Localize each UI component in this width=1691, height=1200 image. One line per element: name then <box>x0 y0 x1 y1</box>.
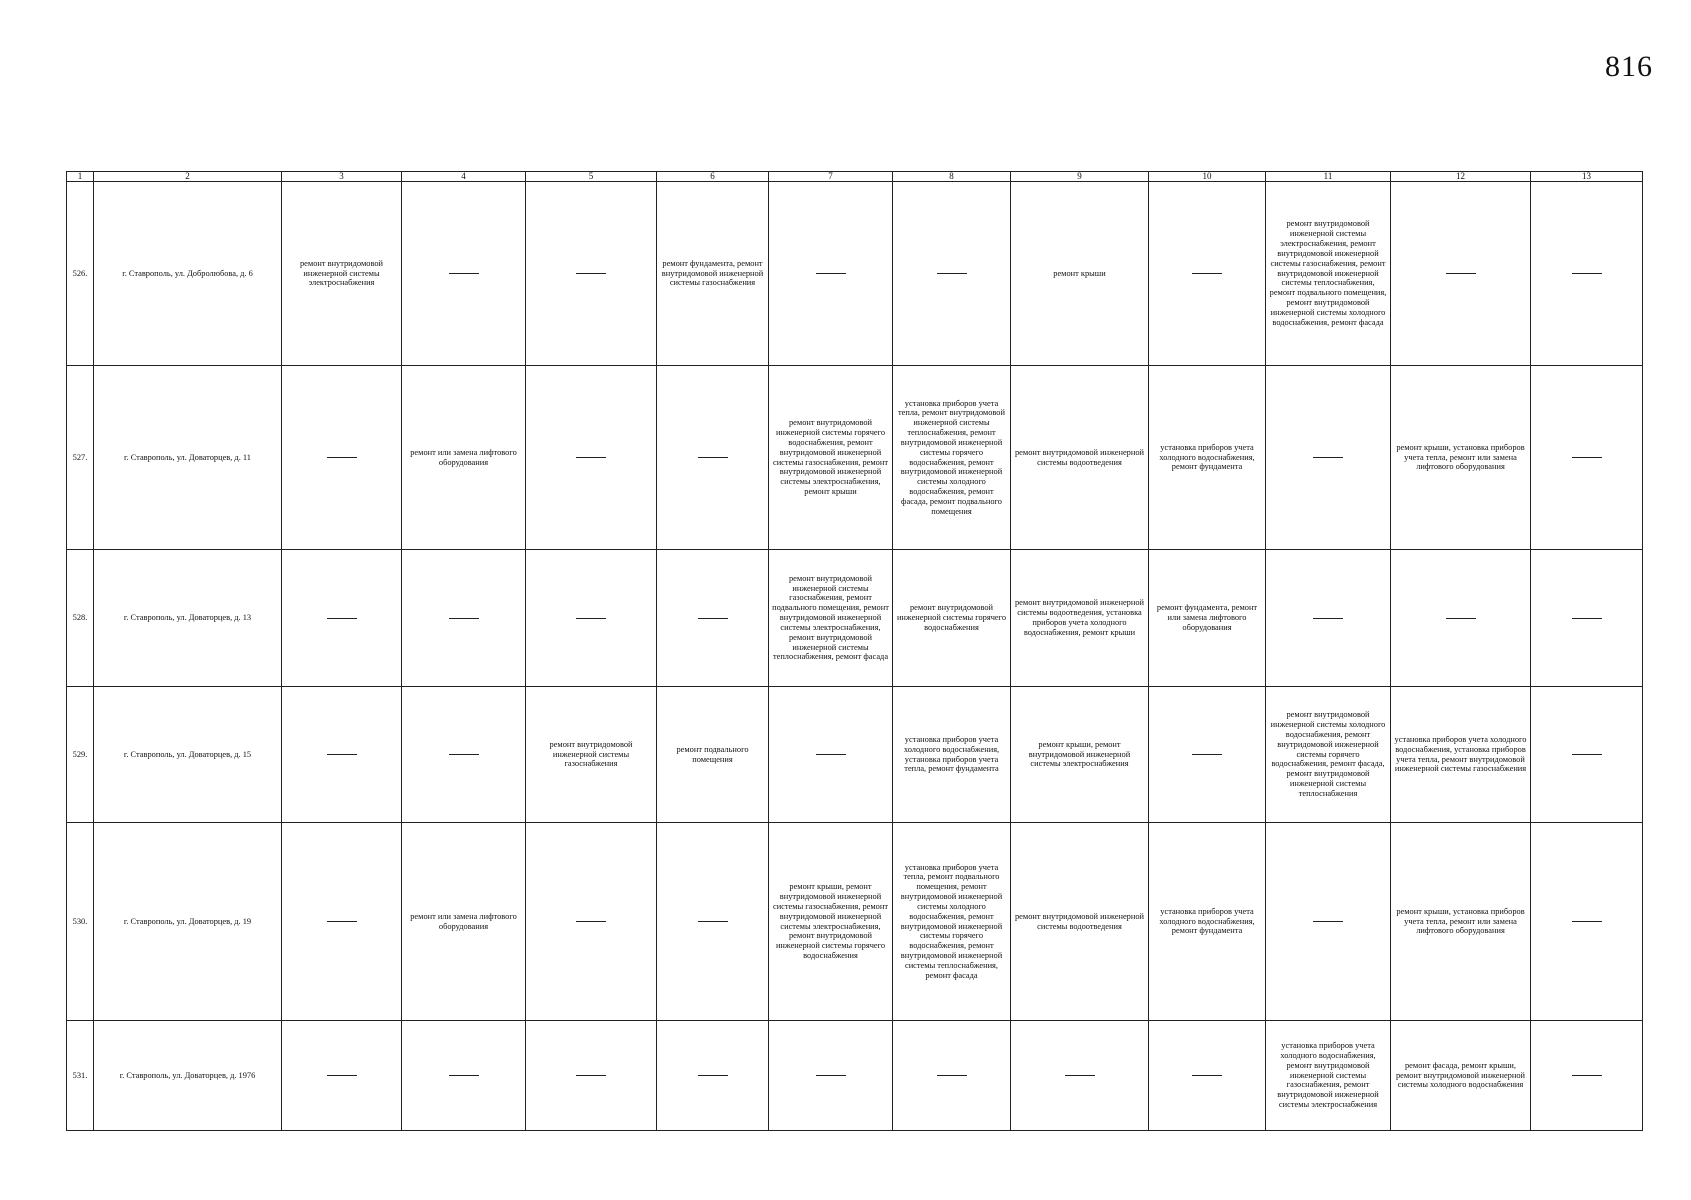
work-type-cell: ремонт внутридомовой инженерной системы горячего водоснабжения, ремонт внутридомовой инженерной системы газоснабжения, ремонт внутридомовой инженерной системы электроснабжения, ремонт крыши <box>769 366 893 550</box>
row-number: 527. <box>67 366 94 550</box>
work-type-cell: ремонт внутридомовой инженерной системы газоснабжения, ремонт подвального помещения, ремонт внутридомовой инженерной системы электроснабжения, ремонт внутридомовой инженерной системы теплоснабжения, ремонт фасада <box>769 550 893 687</box>
empty-dash-cell <box>1266 823 1391 1021</box>
empty-dash-cell <box>657 1021 769 1131</box>
empty-dash-cell <box>282 823 402 1021</box>
column-number: 7 <box>769 172 893 182</box>
dash-mark <box>449 1075 479 1076</box>
empty-dash-cell <box>1531 550 1643 687</box>
empty-dash-cell <box>1391 182 1531 366</box>
empty-dash-cell <box>1149 182 1266 366</box>
work-type-cell: ремонт крыши, установка приборов учета тепла, ремонт или замена лифтового оборудования <box>1391 823 1531 1021</box>
empty-dash-cell <box>769 182 893 366</box>
dash-mark <box>576 921 606 922</box>
empty-dash-cell <box>526 366 657 550</box>
dash-mark <box>1446 273 1476 274</box>
dash-mark <box>327 754 357 755</box>
work-type-cell: ремонт внутридомовой инженерной системы горячего водоснабжения <box>893 550 1011 687</box>
dash-mark <box>576 1075 606 1076</box>
empty-dash-cell <box>402 1021 526 1131</box>
dash-mark <box>1065 1075 1095 1076</box>
address-cell: г. Ставрополь, ул. Доваторцев, д. 1976 <box>94 1021 282 1131</box>
dash-mark <box>698 618 728 619</box>
empty-dash-cell <box>282 366 402 550</box>
empty-dash-cell <box>1266 550 1391 687</box>
dash-mark <box>1572 1075 1602 1076</box>
table-row <box>67 687 1643 823</box>
dash-mark <box>1572 921 1602 922</box>
dash-mark <box>449 618 479 619</box>
row-number: 529. <box>67 687 94 823</box>
repair-schedule-table <box>66 171 1643 1131</box>
column-number: 11 <box>1266 172 1391 182</box>
work-type-cell: установка приборов учета холодного водоснабжения, ремонт фундамента <box>1149 823 1266 1021</box>
empty-dash-cell <box>1531 366 1643 550</box>
work-type-cell: ремонт внутридомовой инженерной системы холодного водоснабжения, ремонт внутридомовой инженерной системы горячего водоснабжения, ремонт фасада, ремонт внутридомовой инженерной системы теплоснабжения <box>1266 687 1391 823</box>
dash-mark <box>327 921 357 922</box>
dash-mark <box>816 273 846 274</box>
column-number: 8 <box>893 172 1011 182</box>
dash-mark <box>576 457 606 458</box>
dash-mark <box>327 457 357 458</box>
empty-dash-cell <box>1149 687 1266 823</box>
empty-dash-cell <box>526 823 657 1021</box>
dash-mark <box>449 754 479 755</box>
address-cell: г. Ставрополь, ул. Доваторцев, д. 19 <box>94 823 282 1021</box>
empty-dash-cell <box>1531 823 1643 1021</box>
table-row <box>67 1021 1643 1131</box>
empty-dash-cell <box>769 687 893 823</box>
empty-dash-cell <box>1531 1021 1643 1131</box>
table-row <box>67 182 1643 366</box>
table-row <box>67 366 1643 550</box>
work-type-cell: ремонт крыши <box>1011 182 1149 366</box>
work-type-cell: ремонт крыши, ремонт внутридомовой инженерной системы газоснабжения, ремонт внутридомовой инженерной системы электроснабжения, ремонт внутридомовой инженерной системы горячего водоснабжения <box>769 823 893 1021</box>
dash-mark <box>1572 457 1602 458</box>
work-type-cell: ремонт фундамента, ремонт внутридомовой инженерной системы газоснабжения <box>657 182 769 366</box>
dash-mark <box>576 618 606 619</box>
table-row <box>67 550 1643 687</box>
column-number: 2 <box>94 172 282 182</box>
empty-dash-cell <box>657 823 769 1021</box>
dash-mark <box>816 754 846 755</box>
dash-mark <box>1192 1075 1222 1076</box>
dash-mark <box>576 273 606 274</box>
work-type-cell: ремонт внутридомовой инженерной системы электроснабжения, ремонт внутридомовой инженерной системы газоснабжения, ремонт внутридомовой инженерной системы теплоснабжения, ремонт подвального помещения, ремонт внутридомовой инженерной системы холодного водоснабжения, ремонт фасада <box>1266 182 1391 366</box>
dash-mark <box>327 618 357 619</box>
row-number: 531. <box>67 1021 94 1131</box>
dash-mark <box>816 1075 846 1076</box>
empty-dash-cell <box>769 1021 893 1131</box>
page-number: 816 <box>1605 50 1653 83</box>
work-type-cell: ремонт внутридомовой инженерной системы электроснабжения <box>282 182 402 366</box>
work-type-cell: ремонт внутридомовой инженерной системы газоснабжения <box>526 687 657 823</box>
column-number: 9 <box>1011 172 1149 182</box>
empty-dash-cell <box>526 1021 657 1131</box>
dash-mark <box>1313 921 1343 922</box>
dash-mark <box>698 1075 728 1076</box>
column-number: 6 <box>657 172 769 182</box>
dash-mark <box>937 273 967 274</box>
address-cell: г. Ставрополь, ул. Доваторцев, д. 11 <box>94 366 282 550</box>
column-number: 1 <box>67 172 94 182</box>
work-type-cell: установка приборов учета холодного водоснабжения, ремонт фундамента <box>1149 366 1266 550</box>
dash-mark <box>937 1075 967 1076</box>
empty-dash-cell <box>1011 1021 1149 1131</box>
dash-mark <box>1192 754 1222 755</box>
work-type-cell: ремонт внутридомовой инженерной системы водоотведения, установка приборов учета холодного водоснабжения, ремонт крыши <box>1011 550 1149 687</box>
table-row <box>67 823 1643 1021</box>
empty-dash-cell <box>282 687 402 823</box>
column-number: 3 <box>282 172 402 182</box>
work-type-cell: установка приборов учета тепла, ремонт внутридомовой инженерной системы теплоснабжения, ремонт внутридомовой инженерной системы горячего водоснабжения, ремонт внутридомовой инженерной системы холодного водоснабжения, ремонт фасада, ремонт подвального помещения <box>893 366 1011 550</box>
empty-dash-cell <box>1266 366 1391 550</box>
dash-mark <box>1446 618 1476 619</box>
work-type-cell: ремонт фасада, ремонт крыши, ремонт внутридомовой инженерной системы холодного водоснабжения <box>1391 1021 1531 1131</box>
column-number: 13 <box>1531 172 1643 182</box>
dash-mark <box>698 921 728 922</box>
column-number: 4 <box>402 172 526 182</box>
dash-mark <box>1572 754 1602 755</box>
work-type-cell: ремонт внутридомовой инженерной системы водоотведения <box>1011 366 1149 550</box>
dash-mark <box>327 1075 357 1076</box>
work-type-cell: ремонт фундамента, ремонт или замена лифтового оборудования <box>1149 550 1266 687</box>
dash-mark <box>449 273 479 274</box>
work-type-cell: ремонт подвального помещения <box>657 687 769 823</box>
address-cell: г. Ставрополь, ул. Доваторцев, д. 13 <box>94 550 282 687</box>
empty-dash-cell <box>657 550 769 687</box>
empty-dash-cell <box>893 1021 1011 1131</box>
row-number: 528. <box>67 550 94 687</box>
dash-mark <box>1313 618 1343 619</box>
empty-dash-cell <box>282 1021 402 1131</box>
address-cell: г. Ставрополь, ул. Добролюбова, д. 6 <box>94 182 282 366</box>
dash-mark <box>1192 273 1222 274</box>
work-type-cell: установка приборов учета тепла, ремонт подвального помещения, ремонт внутридомовой инженерной системы холодного водоснабжения, ремонт внутридомовой инженерной системы горячего водоснабжения, ремонт внутридомовой инженерной системы теплоснабжения, ремонт фасада <box>893 823 1011 1021</box>
dash-mark <box>1572 618 1602 619</box>
address-cell: г. Ставрополь, ул. Доваторцев, д. 15 <box>94 687 282 823</box>
empty-dash-cell <box>657 366 769 550</box>
empty-dash-cell <box>526 550 657 687</box>
work-type-cell: установка приборов учета холодного водоснабжения, установка приборов учета тепла, ремонт фундамента <box>893 687 1011 823</box>
dash-mark <box>1572 273 1602 274</box>
dash-mark <box>698 457 728 458</box>
work-type-cell: ремонт крыши, установка приборов учета тепла, ремонт или замена лифтового оборудования <box>1391 366 1531 550</box>
row-number: 530. <box>67 823 94 1021</box>
work-type-cell: ремонт или замена лифтового оборудования <box>402 366 526 550</box>
dash-mark <box>1313 457 1343 458</box>
empty-dash-cell <box>402 182 526 366</box>
empty-dash-cell <box>402 550 526 687</box>
empty-dash-cell <box>526 182 657 366</box>
work-type-cell: установка приборов учета холодного водоснабжения, установка приборов учета тепла, ремонт внутридомовой инженерной системы газоснабжения <box>1391 687 1531 823</box>
work-type-cell: установка приборов учета холодного водоснабжения, ремонт внутридомовой инженерной системы газоснабжения, ремонт внутридомовой инженерной системы электроснабжения <box>1266 1021 1391 1131</box>
empty-dash-cell <box>1531 182 1643 366</box>
work-type-cell: ремонт или замена лифтового оборудования <box>402 823 526 1021</box>
empty-dash-cell <box>402 687 526 823</box>
row-number: 526. <box>67 182 94 366</box>
empty-dash-cell <box>1531 687 1643 823</box>
column-number: 10 <box>1149 172 1266 182</box>
empty-dash-cell <box>282 550 402 687</box>
empty-dash-cell <box>1149 1021 1266 1131</box>
column-number-row <box>67 172 1643 182</box>
empty-dash-cell <box>893 182 1011 366</box>
column-number: 12 <box>1391 172 1531 182</box>
work-type-cell: ремонт крыши, ремонт внутридомовой инженерной системы электроснабжения <box>1011 687 1149 823</box>
work-type-cell: ремонт внутридомовой инженерной системы водоотведения <box>1011 823 1149 1021</box>
column-number: 5 <box>526 172 657 182</box>
empty-dash-cell <box>1391 550 1531 687</box>
